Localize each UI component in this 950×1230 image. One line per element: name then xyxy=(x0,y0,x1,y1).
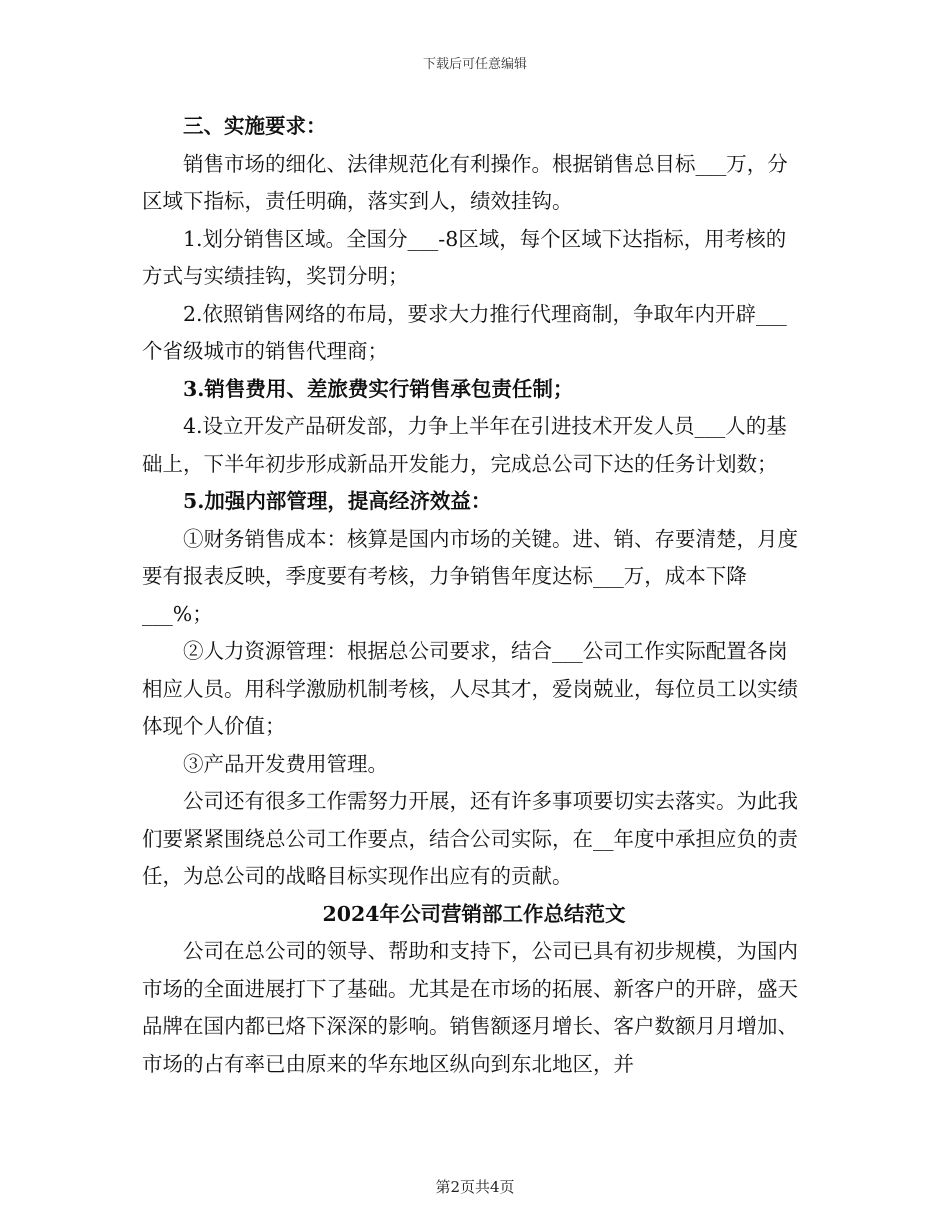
document-body xyxy=(142,108,806,1083)
page-footer: 第2页共4页 xyxy=(435,1178,515,1196)
page-header: 下载后可任意编辑 xyxy=(422,57,527,72)
list-item-bold: 5.加强内部管理，提高经济效益： xyxy=(183,489,492,513)
paragraph: 公司还有很多工作需努力开展，还有许多事项要切实去落实。为此我们要紧紧围绕总公司工作要点，结合公司实际，在__年度中承担应负的责任，为总公司的战略目标实现作出应有的贡献。 xyxy=(142,789,798,888)
paragraph: 公司在总公司的领导、帮助和支持下，公司已具有初步规模，为国内市场的全面进展打下了基础。尤其是在市场的拓展、新客户的开辟，盛天品牌在国内都已烙下深深的影响。销售额逐月增长、客户数额月月增加、市场的占有率已由原来的华东地区纵向到东北地区，并 xyxy=(142,939,798,1076)
sub-item: ②人力资源管理：根据总公司要求，结合___公司工作实际配置各岗相应人员。用科学激励机制考核，人尽其才，爱岗兢业，每位员工以实绩体现个人价值； xyxy=(142,639,798,738)
sub-item: ①财务销售成本：核算是国内市场的关键。进、销、存要清楚，月度要有报表反映，季度要有考核，力争销售年度达标___万，成本下降___%； xyxy=(142,526,798,626)
list-item: 4.设立开发产品研发部，力争上半年在引进技术开发人员___人的基础上，下半年初步形成新品开发能力，完成总公司下达的任务计划数； xyxy=(142,414,787,476)
paragraph: 销售市场的细化、法律规范化有利操作。根据销售总目标___万，分区域下指标，责任明确，落实到人，绩效挂钩。 xyxy=(142,151,788,213)
list-item: 2.依照销售网络的布局，要求大力推行代理商制，争取年内开辟___个省级城市的销售代理商； xyxy=(142,301,787,363)
sub-item: ③产品开发费用管理。 xyxy=(183,751,388,776)
list-item: 1.划分销售区域。全国分___-8区域，每个区域下达指标，用考核的方式与实绩挂钩，奖罚分明； xyxy=(142,226,787,288)
article-title: 2024年公司营销部工作总结范文 xyxy=(322,901,626,926)
section-heading: 三、实施要求： xyxy=(183,114,327,138)
list-item-bold: 3.销售费用、差旅费实行销售承包责任制； xyxy=(183,376,574,401)
